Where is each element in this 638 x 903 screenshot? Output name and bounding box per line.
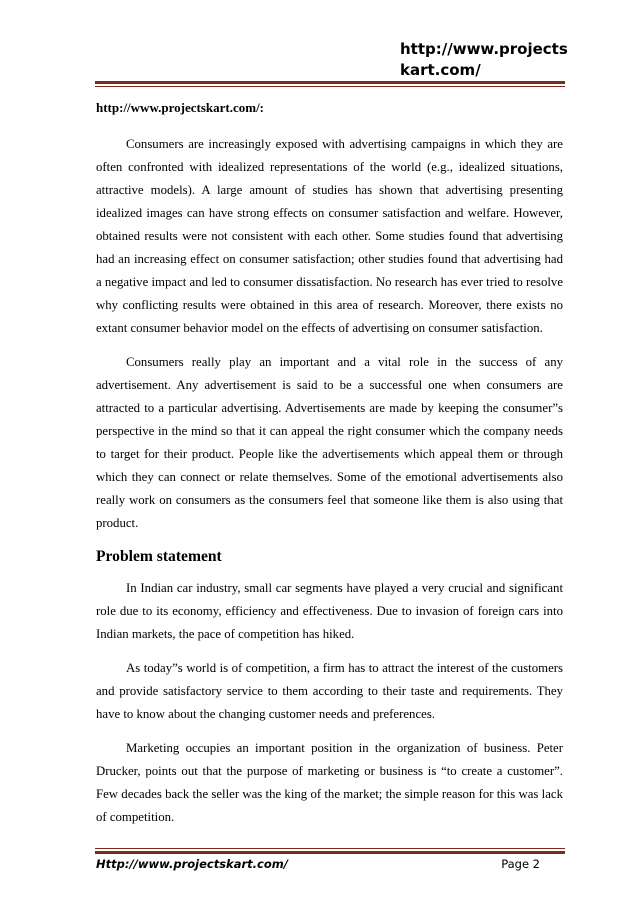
- footer-rule-thin: [95, 848, 565, 849]
- paragraph-advertising-effects: Consumers are increasingly exposed with advertising campaigns in which they are often confronted with idealized representations of the world (e.g., idealized situations, attractive models). A large amount of studies has shown that advertising presenting idealized images can have strong effects on consumer satisfaction and welfare. However, obtained results were not consistent with each other. Some studies found that advertising had an increasing effect on consumer satisfaction; other studies found that advertising had a negative impact and led to consumer dissatisfaction. No research has ever tried to resolve why conflicting results were obtained in this area of research. Moreover, there exists no extant consumer behavior model on the effects of advertising on consumer satisfaction.: [96, 137, 563, 335]
- header-rule-thin: [95, 86, 565, 87]
- header-title-line-1: http://www.projects: [400, 40, 568, 58]
- footer-page-number: Page 2: [501, 857, 540, 871]
- url-heading: http://www.projectskart.com/:: [96, 100, 265, 115]
- footer-rule-thick: [95, 851, 565, 854]
- section-heading-problem-statement: Problem statement: [96, 548, 222, 565]
- paragraph-marketing: Marketing occupies an important position in the organization of business. Peter Drucker, points out that the purpose of marketing or business is “to create a customer”. Few decades back the seller was the king of the market; the simple reason for this was lack of competition.: [96, 741, 563, 824]
- header-title-line-2: kart.com/: [400, 61, 481, 79]
- footer-url: Http://www.projectskart.com/: [96, 857, 288, 871]
- paragraph-car-industry: In Indian car industry, small car segments have played a very crucial and significant role due to its economy, efficiency and effectiveness. Due to invasion of foreign cars into Indian markets, the pace of competition has hiked.: [96, 581, 563, 641]
- page-body: [96, 100, 563, 840]
- header-title: [400, 39, 600, 81]
- paragraph-competition: As today”s world is of competition, a firm has to attract the interest of the customers and provide satisfactory service to them according to their taste and requirements. They have to know about the changing customer needs and preferences.: [96, 661, 563, 721]
- paragraph-consumer-role: Consumers really play an important and a vital role in the success of any advertisement. Any advertisement is said to be a successful one when consumers are attracted to a particular advertising. Advertisements are made by keeping the consumer”s perspective in the mind so that it can appeal the right consumer which the company needs to target for their product. People like the advertisements which appeal them or through which they can connect or relate themselves. Some of the emotional advertisements also really work on consumers as the consumers feel that someone like them is also using that product.: [96, 355, 563, 530]
- page-footer: [96, 857, 562, 871]
- header-rule-thick: [95, 81, 565, 84]
